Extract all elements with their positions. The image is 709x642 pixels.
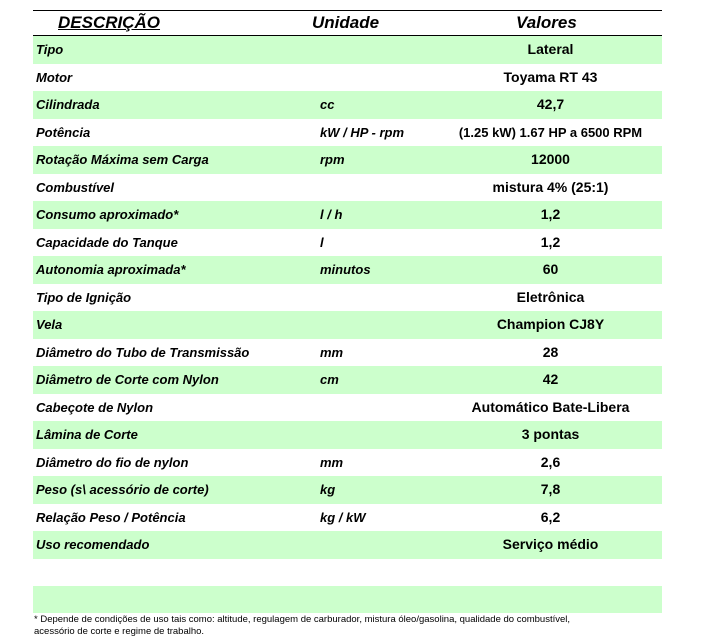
blank-shaded-row [33,586,662,613]
header-valores: Valores [516,13,577,32]
row-unidade: cm [320,372,339,387]
row-unidade: rpm [320,152,345,167]
table-row [33,504,662,532]
row-valor: 1,2 [540,233,561,250]
row-descricao: Combustível [36,179,115,195]
row-descricao: Consumo aproximado* [36,207,179,222]
table-header [33,10,662,36]
table-row [33,201,662,229]
table-row [33,531,662,559]
row-valor: 42 [542,371,559,387]
footnote [34,614,674,638]
row-valor: Champion CJ8Y [496,316,605,332]
row-unidade: l / h [320,207,343,222]
row-unidade: mm [320,344,344,360]
table-row [33,36,662,64]
row-descricao: Vela [36,317,63,332]
row-descricao: Autonomia aproximada* [36,262,186,277]
table-row [33,311,662,339]
table-row [33,421,662,449]
row-valor: 42,7 [536,96,565,112]
table-row [33,256,662,284]
table-row [33,449,662,477]
row-unidade: minutos [320,262,371,277]
row-descricao: Cilindrada [36,97,100,112]
row-descricao: Rotação Máxima sem Carga [36,152,209,167]
row-descricao: Diâmetro do fio de nylon [36,454,189,470]
row-descricao: Potência [36,124,91,140]
row-unidade: mm [320,454,344,470]
table-row [33,91,662,119]
row-valor: 1,2 [540,206,561,222]
table-row [33,146,662,174]
row-unidade: kg / kW [320,509,366,525]
row-valor: mistura 4% (25:1) [492,178,609,195]
header-unidade: Unidade [312,13,380,32]
row-valor: 7,8 [540,481,561,497]
spec-sheet [33,10,662,613]
table-row [33,64,662,92]
row-descricao: Motor [36,69,73,85]
row-descricao: Tipo de Ignição [36,289,132,305]
row-valor: Toyama RT 43 [503,68,598,85]
footnote-line-2: acessório de corte e regime de trabalho. [34,626,205,637]
row-valor: 60 [542,261,559,277]
row-descricao: Peso (s\ acessório de corte) [36,482,209,497]
table-row [33,339,662,367]
table-row [33,366,662,394]
row-unidade: cc [320,97,335,112]
row-valor: 28 [542,343,559,360]
table-row [33,229,662,257]
blank-row [33,559,662,586]
table-row [33,174,662,202]
spec-table-body [33,36,662,613]
row-valor: 12000 [531,151,570,167]
row-valor: 6,2 [540,508,561,525]
row-valor: 3 pontas [521,426,580,442]
row-descricao: Lâmina de Corte [36,427,138,442]
row-descricao: Capacidade do Tanque [36,234,178,250]
row-valor: Lateral [527,41,574,57]
row-unidade: kg [320,482,336,497]
row-unidade: kW / HP - rpm [320,124,405,140]
row-descricao: Diâmetro do Tubo de Transmissão [36,344,250,360]
row-descricao: Diâmetro de Corte com Nylon [36,372,219,387]
row-valor: 2,6 [540,453,561,470]
table-row [33,394,662,422]
row-valor: Eletrônica [516,288,585,305]
row-descricao: Tipo [36,42,64,57]
table-row [33,119,662,147]
row-descricao: Relação Peso / Potência [36,509,186,525]
row-descricao: Uso recomendado [36,537,150,552]
table-row [33,284,662,312]
row-valor: Serviço médio [502,536,599,552]
row-valor: (1.25 kW) 1.67 HP a 6500 RPM [458,124,643,140]
row-descricao: Cabeçote de Nylon [36,399,154,415]
row-unidade: l [320,234,324,250]
table-row [33,476,662,504]
header-descricao: DESCRIÇÃO [58,13,161,32]
row-valor: Automático Bate-Libera [471,398,630,415]
footnote-line-1: * Depende de condições de uso tais como: altitude, regulagem de carburador, mistura óleo/gasolina, qualidade do combustível, [34,614,571,625]
